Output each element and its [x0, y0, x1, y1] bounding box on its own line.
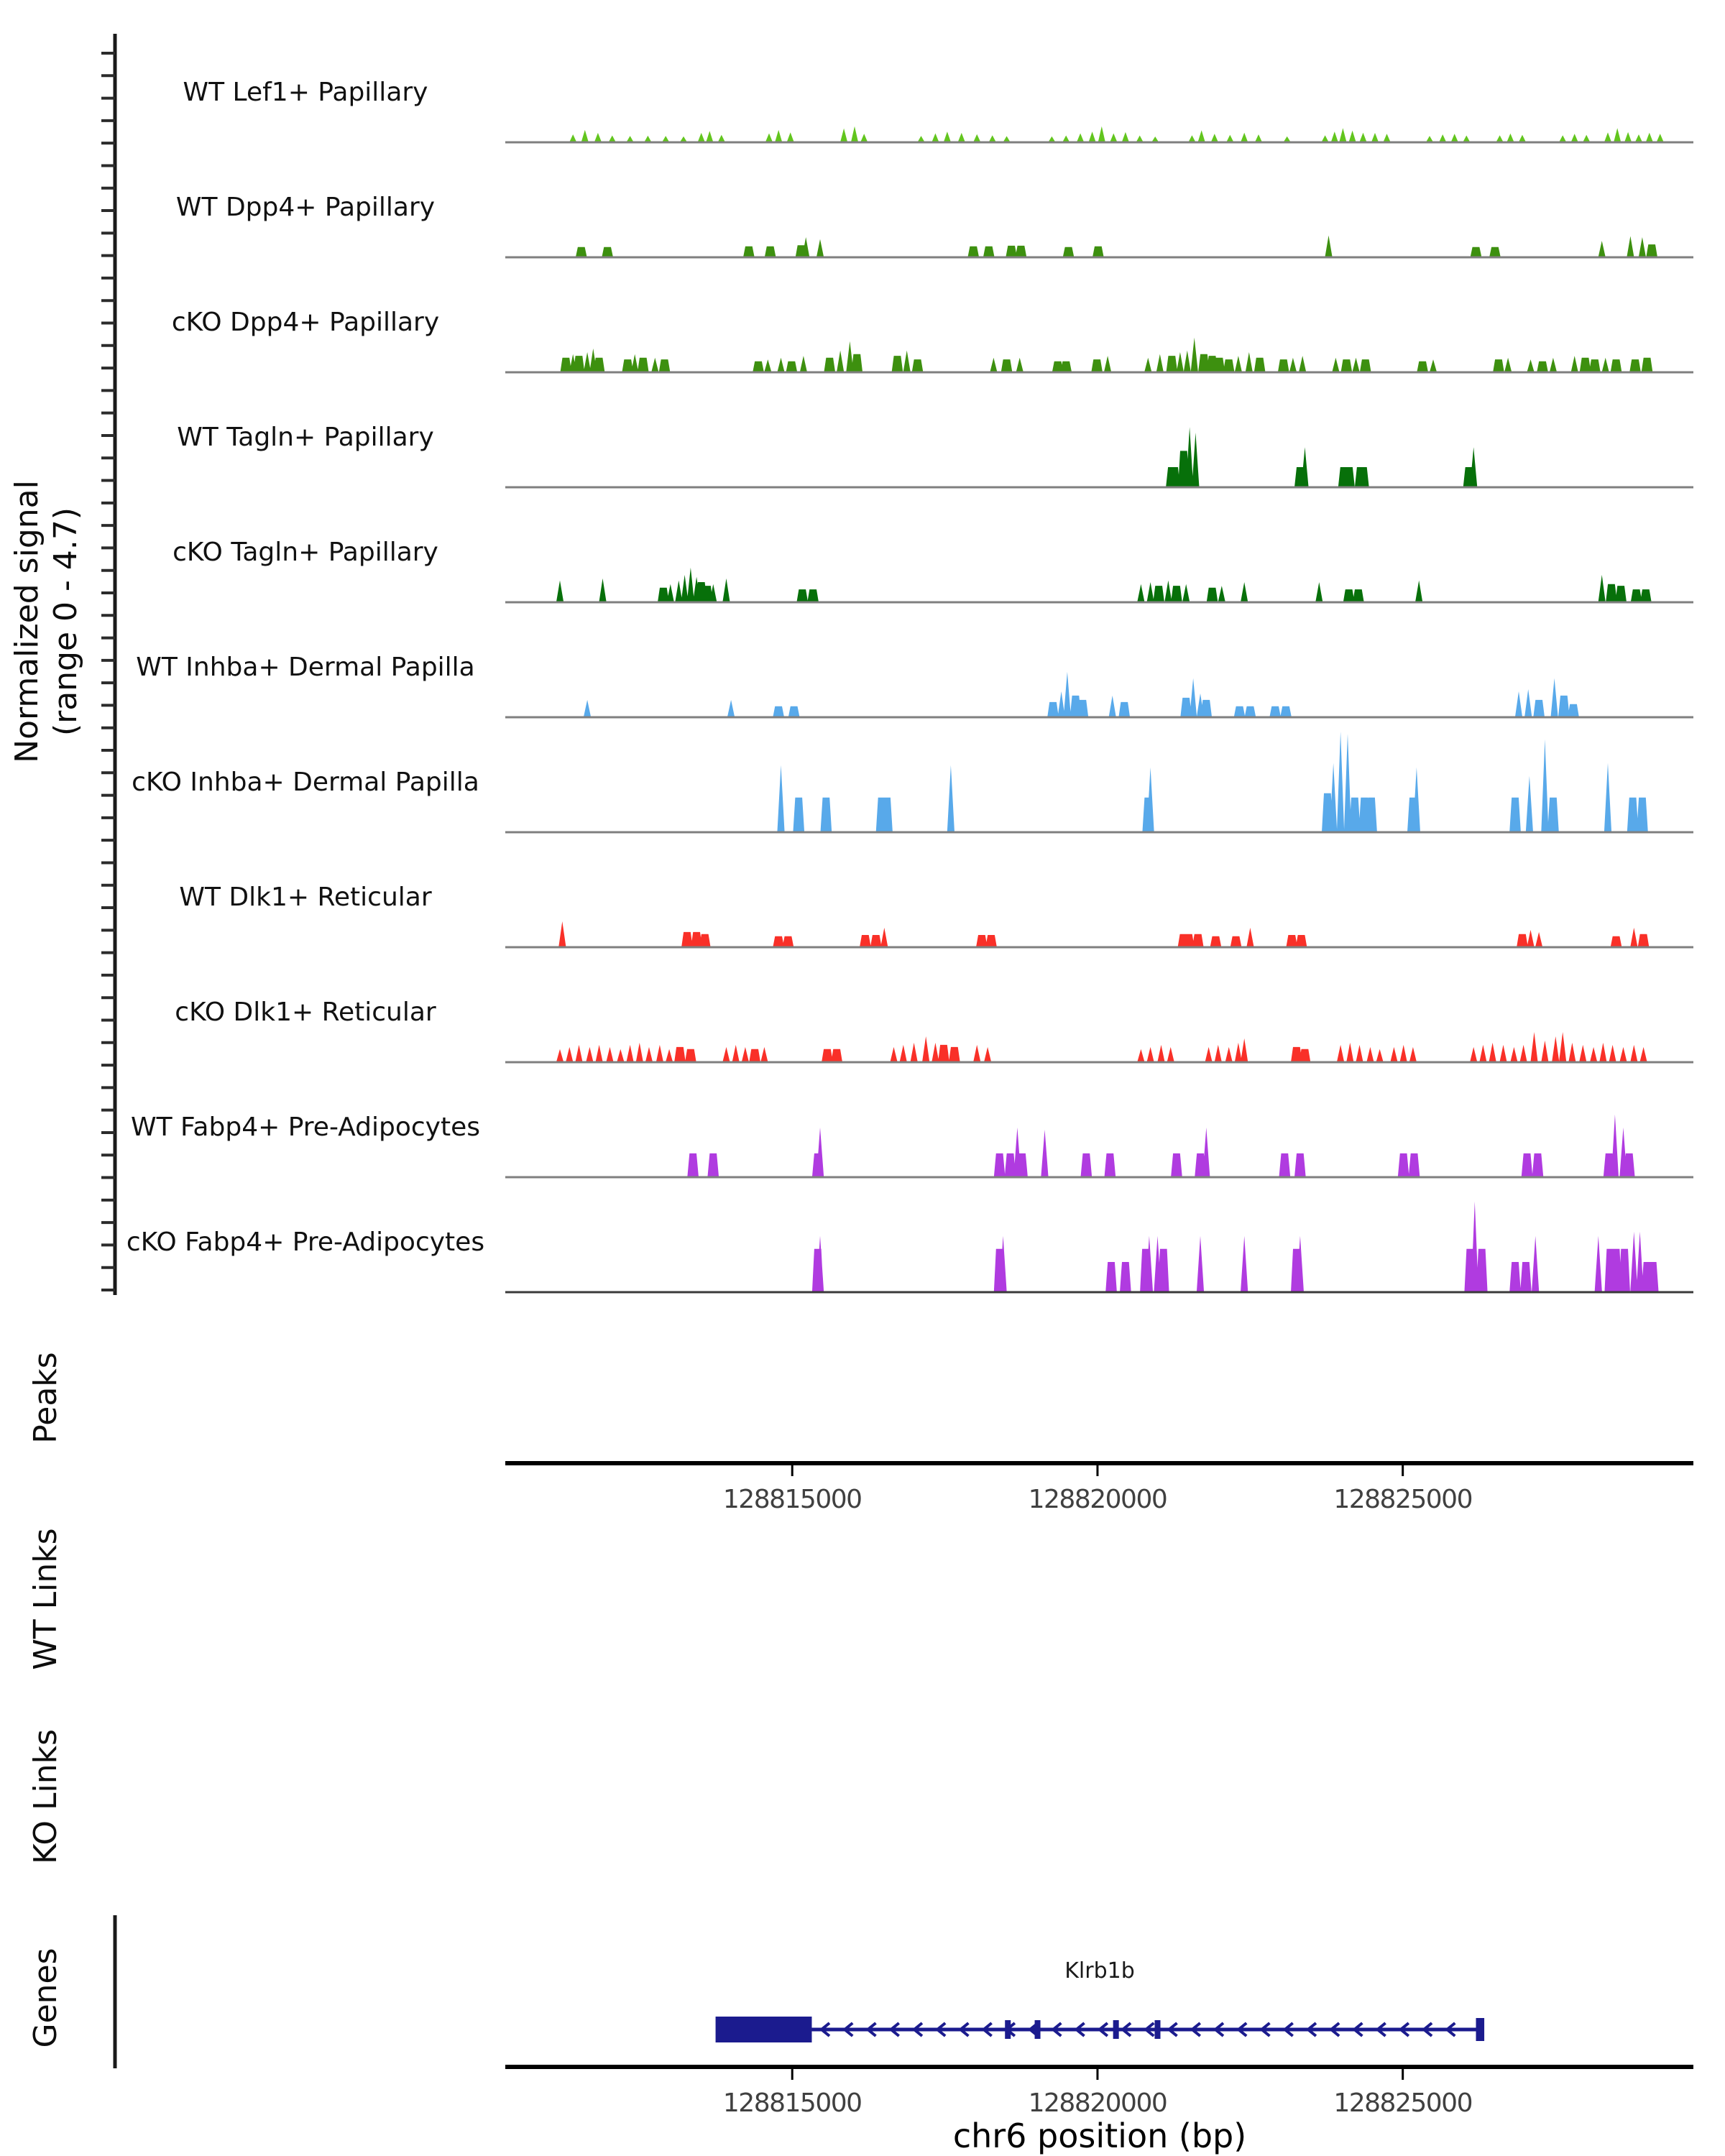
peaks-position-axis — [505, 1463, 1693, 1514]
track-signal-area — [556, 568, 1652, 602]
track-signal-area — [777, 732, 1647, 832]
section-label-ko-links: KO Links — [27, 1728, 64, 1865]
gene-exon-small — [1113, 2020, 1119, 2039]
axis-tick-label: 128820000 — [1028, 1485, 1167, 1514]
signal-track — [177, 423, 1693, 487]
gene-exon-large — [716, 2017, 812, 2042]
signal-track — [136, 653, 1693, 717]
gene-exon-small — [1005, 2020, 1011, 2039]
track-label: WT Lef1+ Papillary — [183, 78, 428, 107]
track-label: WT Tagln+ Papillary — [177, 423, 434, 452]
track-label: cKO Dlk1+ Reticular — [175, 998, 436, 1027]
axis-tick-label: 128815000 — [722, 1485, 862, 1514]
track-label: cKO Fabp4+ Pre-Adipocytes — [126, 1227, 485, 1257]
track-signal-area — [569, 126, 1664, 142]
axis-tick-label: 128815000 — [722, 2088, 862, 2118]
signal-track — [132, 732, 1693, 832]
x-axis-title: chr6 position (bp) — [952, 2116, 1247, 2155]
signal-tracks — [126, 78, 1693, 1292]
gene-name-label: Klrb1b — [1064, 1958, 1135, 1984]
signal-track — [179, 883, 1693, 947]
section-label-peaks: Peaks — [27, 1352, 64, 1444]
track-signal-area — [558, 921, 1649, 947]
gene-model-track — [716, 2017, 1484, 2042]
signal-track — [172, 538, 1693, 602]
axis-tick-label: 128825000 — [1333, 1485, 1472, 1514]
track-signal-area — [576, 236, 1657, 257]
signal-track — [131, 1112, 1693, 1177]
track-signal-area — [556, 1032, 1647, 1062]
signal-track — [176, 193, 1693, 257]
bottom-position-axis — [505, 2067, 1693, 2118]
gene-exon-end — [1476, 2018, 1485, 2041]
signal-track — [175, 998, 1693, 1062]
section-label-wt-links: WT Links — [27, 1528, 64, 1670]
track-label: WT Fabp4+ Pre-Adipocytes — [131, 1112, 480, 1142]
track-label: WT Inhba+ Dermal Papilla — [136, 653, 475, 682]
track-signal-area — [812, 1202, 1659, 1292]
track-label: cKO Tagln+ Papillary — [172, 538, 438, 567]
track-signal-area — [1166, 427, 1477, 487]
signal-track — [126, 1202, 1693, 1292]
track-label: cKO Inhba+ Dermal Papilla — [132, 768, 479, 797]
axis-tick-label: 128820000 — [1028, 2088, 1167, 2118]
track-label: WT Dpp4+ Papillary — [175, 193, 436, 222]
y-axis-label-line2: (range 0 - 4.7) — [47, 507, 84, 737]
axis-tick-label: 128825000 — [1333, 2088, 1472, 2118]
signal-track — [172, 308, 1693, 372]
y-axis-label-line1: Normalized signal — [9, 480, 45, 763]
track-signal-area — [687, 1115, 1634, 1177]
track-label: cKO Dpp4+ Papillary — [171, 308, 440, 337]
y-axis-ticks — [101, 53, 115, 1290]
track-label: WT Dlk1+ Reticular — [179, 883, 432, 912]
signal-track — [183, 78, 1693, 142]
track-signal-area — [584, 672, 1579, 717]
gene-exon-small — [1154, 2020, 1160, 2039]
section-label-genes: Genes — [27, 1948, 64, 2048]
track-signal-area — [561, 338, 1653, 372]
gene-exon-small — [1035, 2020, 1041, 2039]
